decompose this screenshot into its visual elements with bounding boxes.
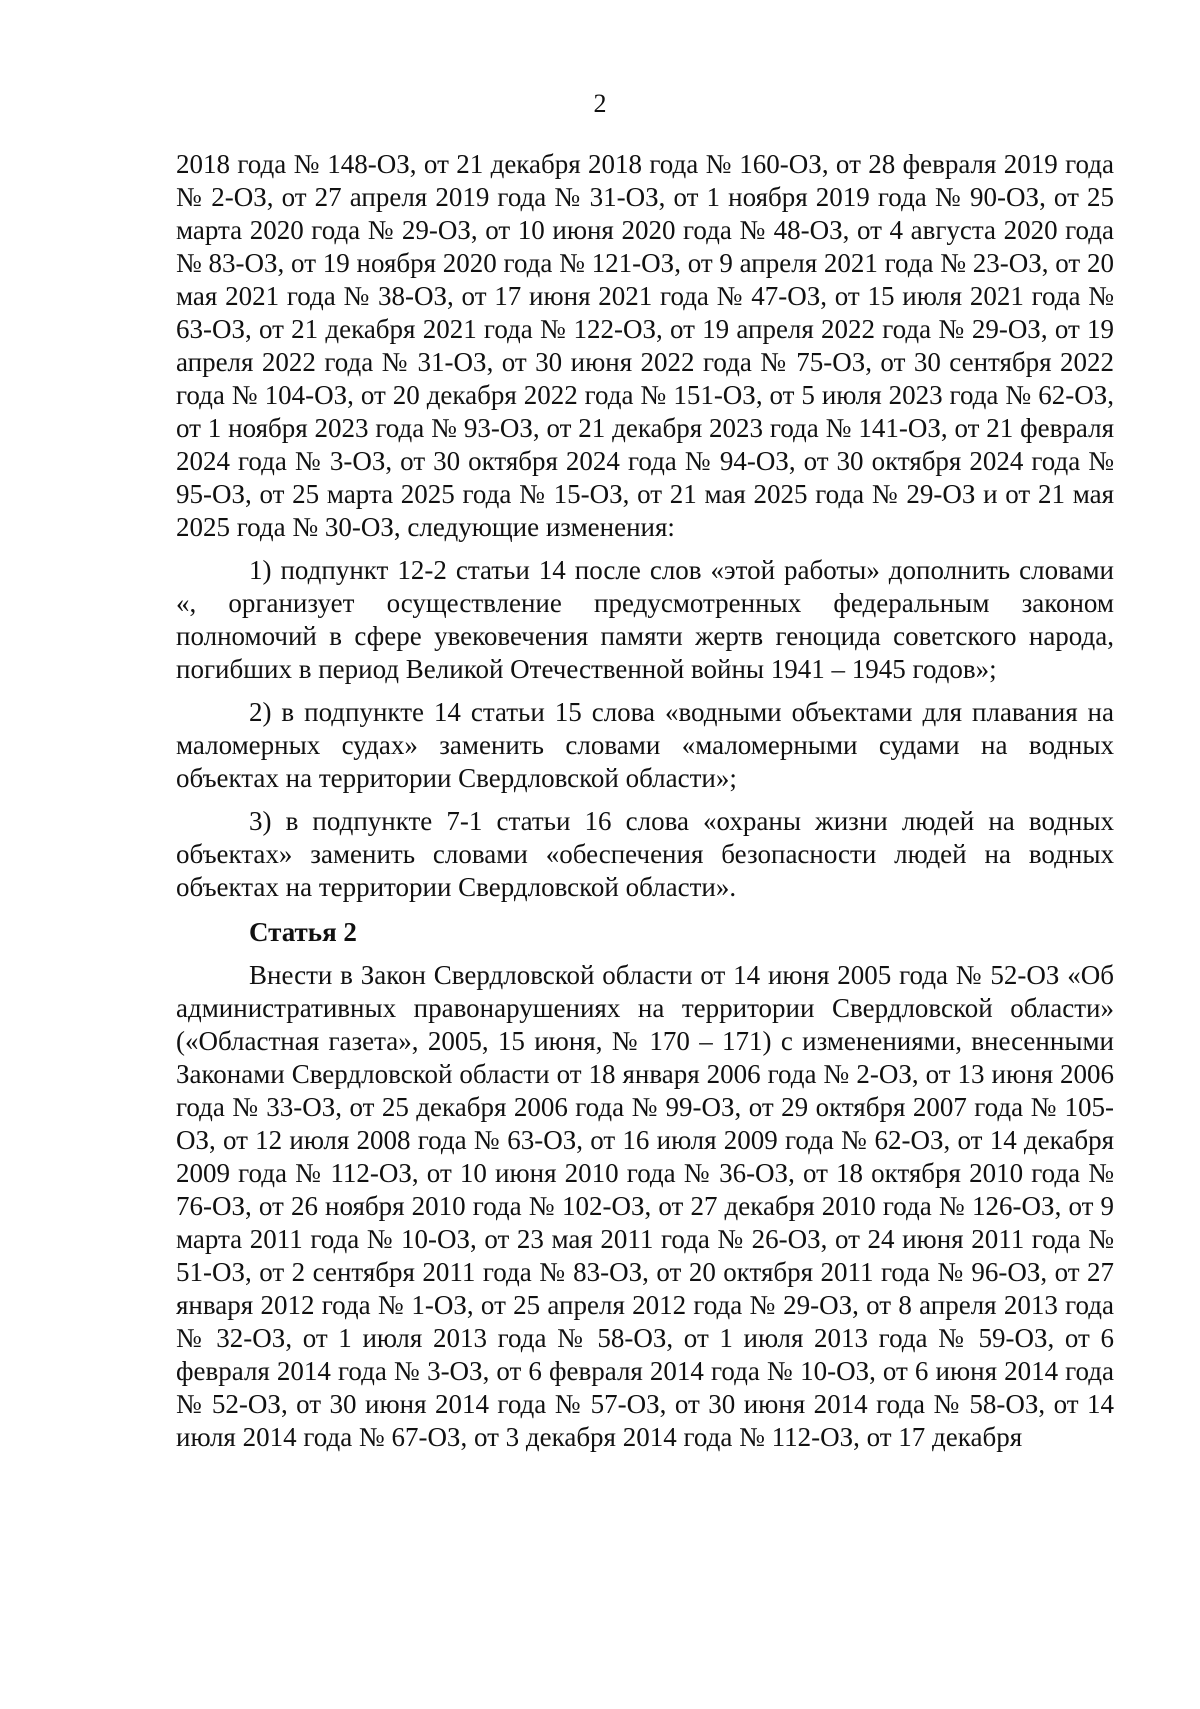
amendment-item-1: 1) подпункт 12-2 статьи 14 после слов «этой работы» дополнить словами «, организует осуществление предусмотренных федеральным законом полномочий в сфере увековечения памяти жертв геноцида советского народа, погибших в период Великой Отечественной войны 1941 – 1945 годов»;	[176, 555, 1114, 684]
amendment-item-3: 3) в подпункте 7-1 статьи 16 слова «охраны жизни людей на водных объектах» заменить словами «обеспечения безопасности людей на водных объектах на территории Свердловской области».	[176, 806, 1114, 902]
document-body	[176, 148, 1114, 1454]
intro-paragraph: 2018 года № 148-ОЗ, от 21 декабря 2018 года № 160-ОЗ, от 28 февраля 2019 года № 2-ОЗ, от 27 апреля 2019 года № 31-ОЗ, от 1 ноября 2019 года № 90-ОЗ, от 25 марта 2020 года № 29-ОЗ, от 10 июня 2020 года № 48-ОЗ, от 4 августа 2020 года № 83-ОЗ, от 19 ноября 2020 года № 121-ОЗ, от 9 апреля 2021 года № 23-ОЗ, от 20 мая 2021 года № 38-ОЗ, от 17 июня 2021 года № 47-ОЗ, от 15 июля 2021 года № 63-ОЗ, от 21 декабря 2021 года № 122-ОЗ, от 19 апреля 2022 года № 29-ОЗ, от 19 апреля 2022 года № 31-ОЗ, от 30 июня 2022 года № 75-ОЗ, от 30 сентября 2022 года № 104-ОЗ, от 20 декабря 2022 года № 151-ОЗ, от 5 июля 2023 года № 62-ОЗ, от 1 ноября 2023 года № 93-ОЗ, от 21 декабря 2023 года № 141-ОЗ, от 21 февраля 2024 года № 3-ОЗ, от 30 октября 2024 года № 94-ОЗ, от 30 октября 2024 года № 95-ОЗ, от 25 марта 2025 года № 15-ОЗ, от 21 мая 2025 года № 29-ОЗ и от 21 мая 2025 года № 30-ОЗ, следующие изменения:	[176, 149, 1114, 542]
article-paragraph: Внести в Закон Свердловской области от 14 июня 2005 года № 52-ОЗ «Об административных правонарушениях на территории Свердловской области» («Областная газета», 2005, 15 июня, № 170 – 171) с изменениями, внесенными Законами Свердловской области от 18 января 2006 года № 2-ОЗ, от 13 июня 2006 года № 33-ОЗ, от 25 декабря 2006 года № 99-ОЗ, от 29 октября 2007 года № 105-ОЗ, от 12 июля 2008 года № 63-ОЗ, от 16 июля 2009 года № 62-ОЗ, от 14 декабря 2009 года № 112-ОЗ, от 10 июня 2010 года № 36-ОЗ, от 18 октября 2010 года № 76-ОЗ, от 26 ноября 2010 года № 102-ОЗ, от 27 декабря 2010 года № 126-ОЗ, от 9 марта 2011 года № 10-ОЗ, от 23 мая 2011 года № 26-ОЗ, от 24 июня 2011 года № 51-ОЗ, от 2 сентября 2011 года № 83-ОЗ, от 20 октября 2011 года № 96-ОЗ, от 27 января 2012 года № 1-ОЗ, от 25 апреля 2012 года № 29-ОЗ, от 8 апреля 2013 года № 32-ОЗ, от 1 июля 2013 года № 58-ОЗ, от 1 июля 2013 года № 59-ОЗ, от 6 февраля 2014 года № 3-ОЗ, от 6 февраля 2014 года № 10-ОЗ, от 6 июня 2014 года № 52-ОЗ, от 30 июня 2014 года № 57-ОЗ, от 30 июня 2014 года № 58-ОЗ, от 14 июля 2014 года № 67-ОЗ, от 3 декабря 2014 года № 112-ОЗ, от 17 декабря	[176, 960, 1114, 1452]
amendment-item-2: 2) в подпункте 14 статьи 15 слова «водными объектами для плавания на маломерных судах» заменить словами «маломерными судами на водных объектах на территории Свердловской области»;	[176, 697, 1114, 793]
page-number: 2	[593, 89, 607, 118]
article-heading: Статья 2	[249, 917, 357, 947]
